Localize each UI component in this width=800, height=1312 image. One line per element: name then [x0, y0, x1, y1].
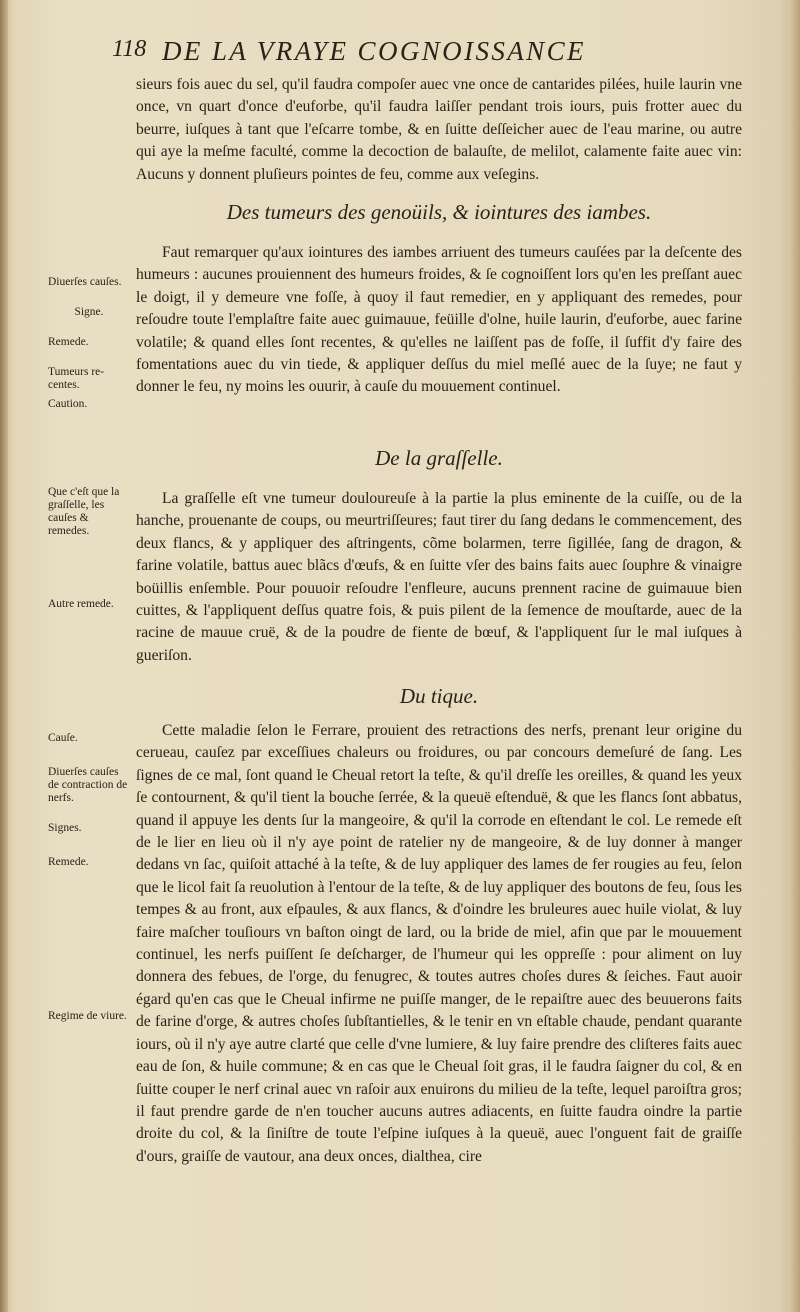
section-text-grasselle: La graſſelle eſt vne tumeur douloureuſe à la partie la plus eminente de la cuiſſe, ou de la hanche, prouenante de coups, ou meurtriſſeures; faut tirer du ſang dedans le commencement, des deux flancs, & y appliquer des aſtringents, cõme bolarmen, terre ſigillée, ſang de dragon, & farine volatile, battus auec blãcs d'œufs, & en ſuitte vſer des bains faits auec ſouphre & vinaigre boüillis enſemble. Pour pouuoir reſoudre l'enfleure, aucuns prennent racine de guimauue bien cuittes, & l'appliquent deſſus quatre fois, & puis pilent de la ſemence de mouſtarde, auec de la racine de mauue cruë, & de la poudre de fiente de bœuf, & l'appliquent ſur le mal iuſques à gueriſon.	[136, 490, 742, 664]
section-text-tique: Cette maladie ſelon le Ferrare, prouient des retractions des nerfs, prenant leur origine du cerueau, cauſez par exceſſiues chaleurs ou froidures, ou par concours demeſuré de ſang. Les ſignes de ce mal, ſont quand le Cheual retort la teſte, & qu'il dreſſe les oreilles, & quand les yeux ſe contournent, & qu'il tient la bouche ſerrée, & la queuë eſtenduë, & que les flancs ſont abbatus, quand il appuye les dents ſur la mangeoire, & qu'il la corrode en eſtendant le col. Le remede eſt de le lier en lieu où il n'y aye point de ratelier ny de mangeoire, & de luy donner à manger dedans vn ſac, quiſoit attaché à la teſte, & de luy appliquer des lames de fer rougies au feu, ſelon que le licol fait ſa reuolution à l'entour de la teſte, & de luy appliquer des boutons de feu, ſous les tempes & au front, aux eſpaules, & aux flancs, & d'oindre les bruleures auec huile violat, & luy faire maſcher touſiours vn baſton oingt de lard, ou la bride de miel, afin que par le mouuement continuel, les nerfs puiſſent ſe deſcharger, de l'humeur qui les oppreſſe : pour aliment on luy donnera des febues, de l'orge, du fenugrec, & toutes autres choſes dures & ſeiches. Faut auoir égard qu'en cas que le Cheual infirme ne puiſſe manger, de le repaiſtre auec des beuuerons faits de farine d'orge, & autres choſes ſubſtantielles, & le tenir en vn eſtable chaude, pendant quarante iours, où il n'y aye autre clarté que celle d'vne lumiere, & luy faire prendre des cliſteres faits auec eau de ſon, & huile commune; & en cas que le Cheual ſoit gras, il le faudra ſaigner du col, & en ſuitte couper le nerf crinal auec vn raſoir aux enuirons du milieu de la teſte, lequel paroiſtra gros; il faut prendre garde de n'en toucher aucuns autres adiacents, en ſuitte faudra oindre la partie droite du col, & la ſiniſtre de toute l'eſpine iuſques à la queuë, auec l'onguent fait de graiſſe d'ours, graiſſe de vautour, ana deux onces, dialthea, cire	[136, 722, 742, 1165]
margin-note: Cauſe.	[48, 732, 78, 744]
margin-note: Regime de viure.	[48, 1010, 127, 1022]
section-heading-grasselle: De la graſſelle.	[375, 446, 503, 470]
binding-shadow	[0, 0, 8, 1312]
margin-note: Caution.	[48, 398, 88, 410]
running-title: DE LA VRAYE COGNOISSANCE	[162, 36, 586, 66]
page-number: 118	[112, 36, 147, 62]
section-heading-tumeurs: Des tumeurs des genoüils, & iointures des iambes.	[226, 200, 652, 224]
margin-note: Remede.	[48, 856, 89, 868]
margin-note: Tumeurs recentes.	[48, 366, 105, 391]
page-edge	[788, 0, 800, 1312]
margin-note: Signes.	[48, 822, 82, 834]
section-heading-tique: Du tique.	[399, 684, 479, 708]
section-text-tumeurs: Faut remarquer qu'aux iointures des iambes arriuent des tumeurs cauſées par la deſcente des humeurs : aucunes prouiennent des humeurs froides, & ſe cognoiſſent lors qu'en les preſſant auec le doigt, il y demeure vne foſſe, à quoy il faut remedier, en y appliquant des remedes, pour reſoudre toute l'emplaſtre faite auec guimauue, feüille d'olne, huile laurin, d'euforbe, auec farine volatile; & quand elles ſont recentes, & qu'elles ne laiſſent pas de foſſe, il ſuffit d'y faire des fomentations auec du vin tiede, & appliquer deſſus du miel meſlé auec de la ſuye; ne faut y donner le feu, ny moins les ouurir, à cauſe du mouuement continuel.	[136, 244, 742, 396]
margin-note: Que c'eſt que la graſſelle, les cauſes & remedes.	[48, 486, 120, 537]
page-header	[112, 36, 712, 66]
margin-note: Autre remede.	[48, 598, 114, 610]
margin-note: Diuerſes cauſes.	[48, 276, 122, 288]
intro-paragraph: sieurs fois auec du sel, qu'il faudra compoſer auec vne once de cantarides pilées, huile laurin vne once, vn quart d'once d'euforbe, qu'il faudra laiſſer pendant trois iours, puis frotter auec du beurre, iuſques à tant que l'eſcarre tombe, & en ſuitte deſſeicher auec de l'eau marine, ou autre qui aye la meſme faculté, comme la decoction de balauſte, de melilot, calamente faite auec vin: Aucuns y donnent pluſieurs pointes de feu, comme aux veſegins.	[136, 76, 742, 183]
margin-note: Remede.	[48, 336, 89, 348]
margin-note: Diuerſes cauſes de contraction de nerfs.	[48, 766, 128, 804]
margin-note: Signe.	[74, 306, 104, 318]
